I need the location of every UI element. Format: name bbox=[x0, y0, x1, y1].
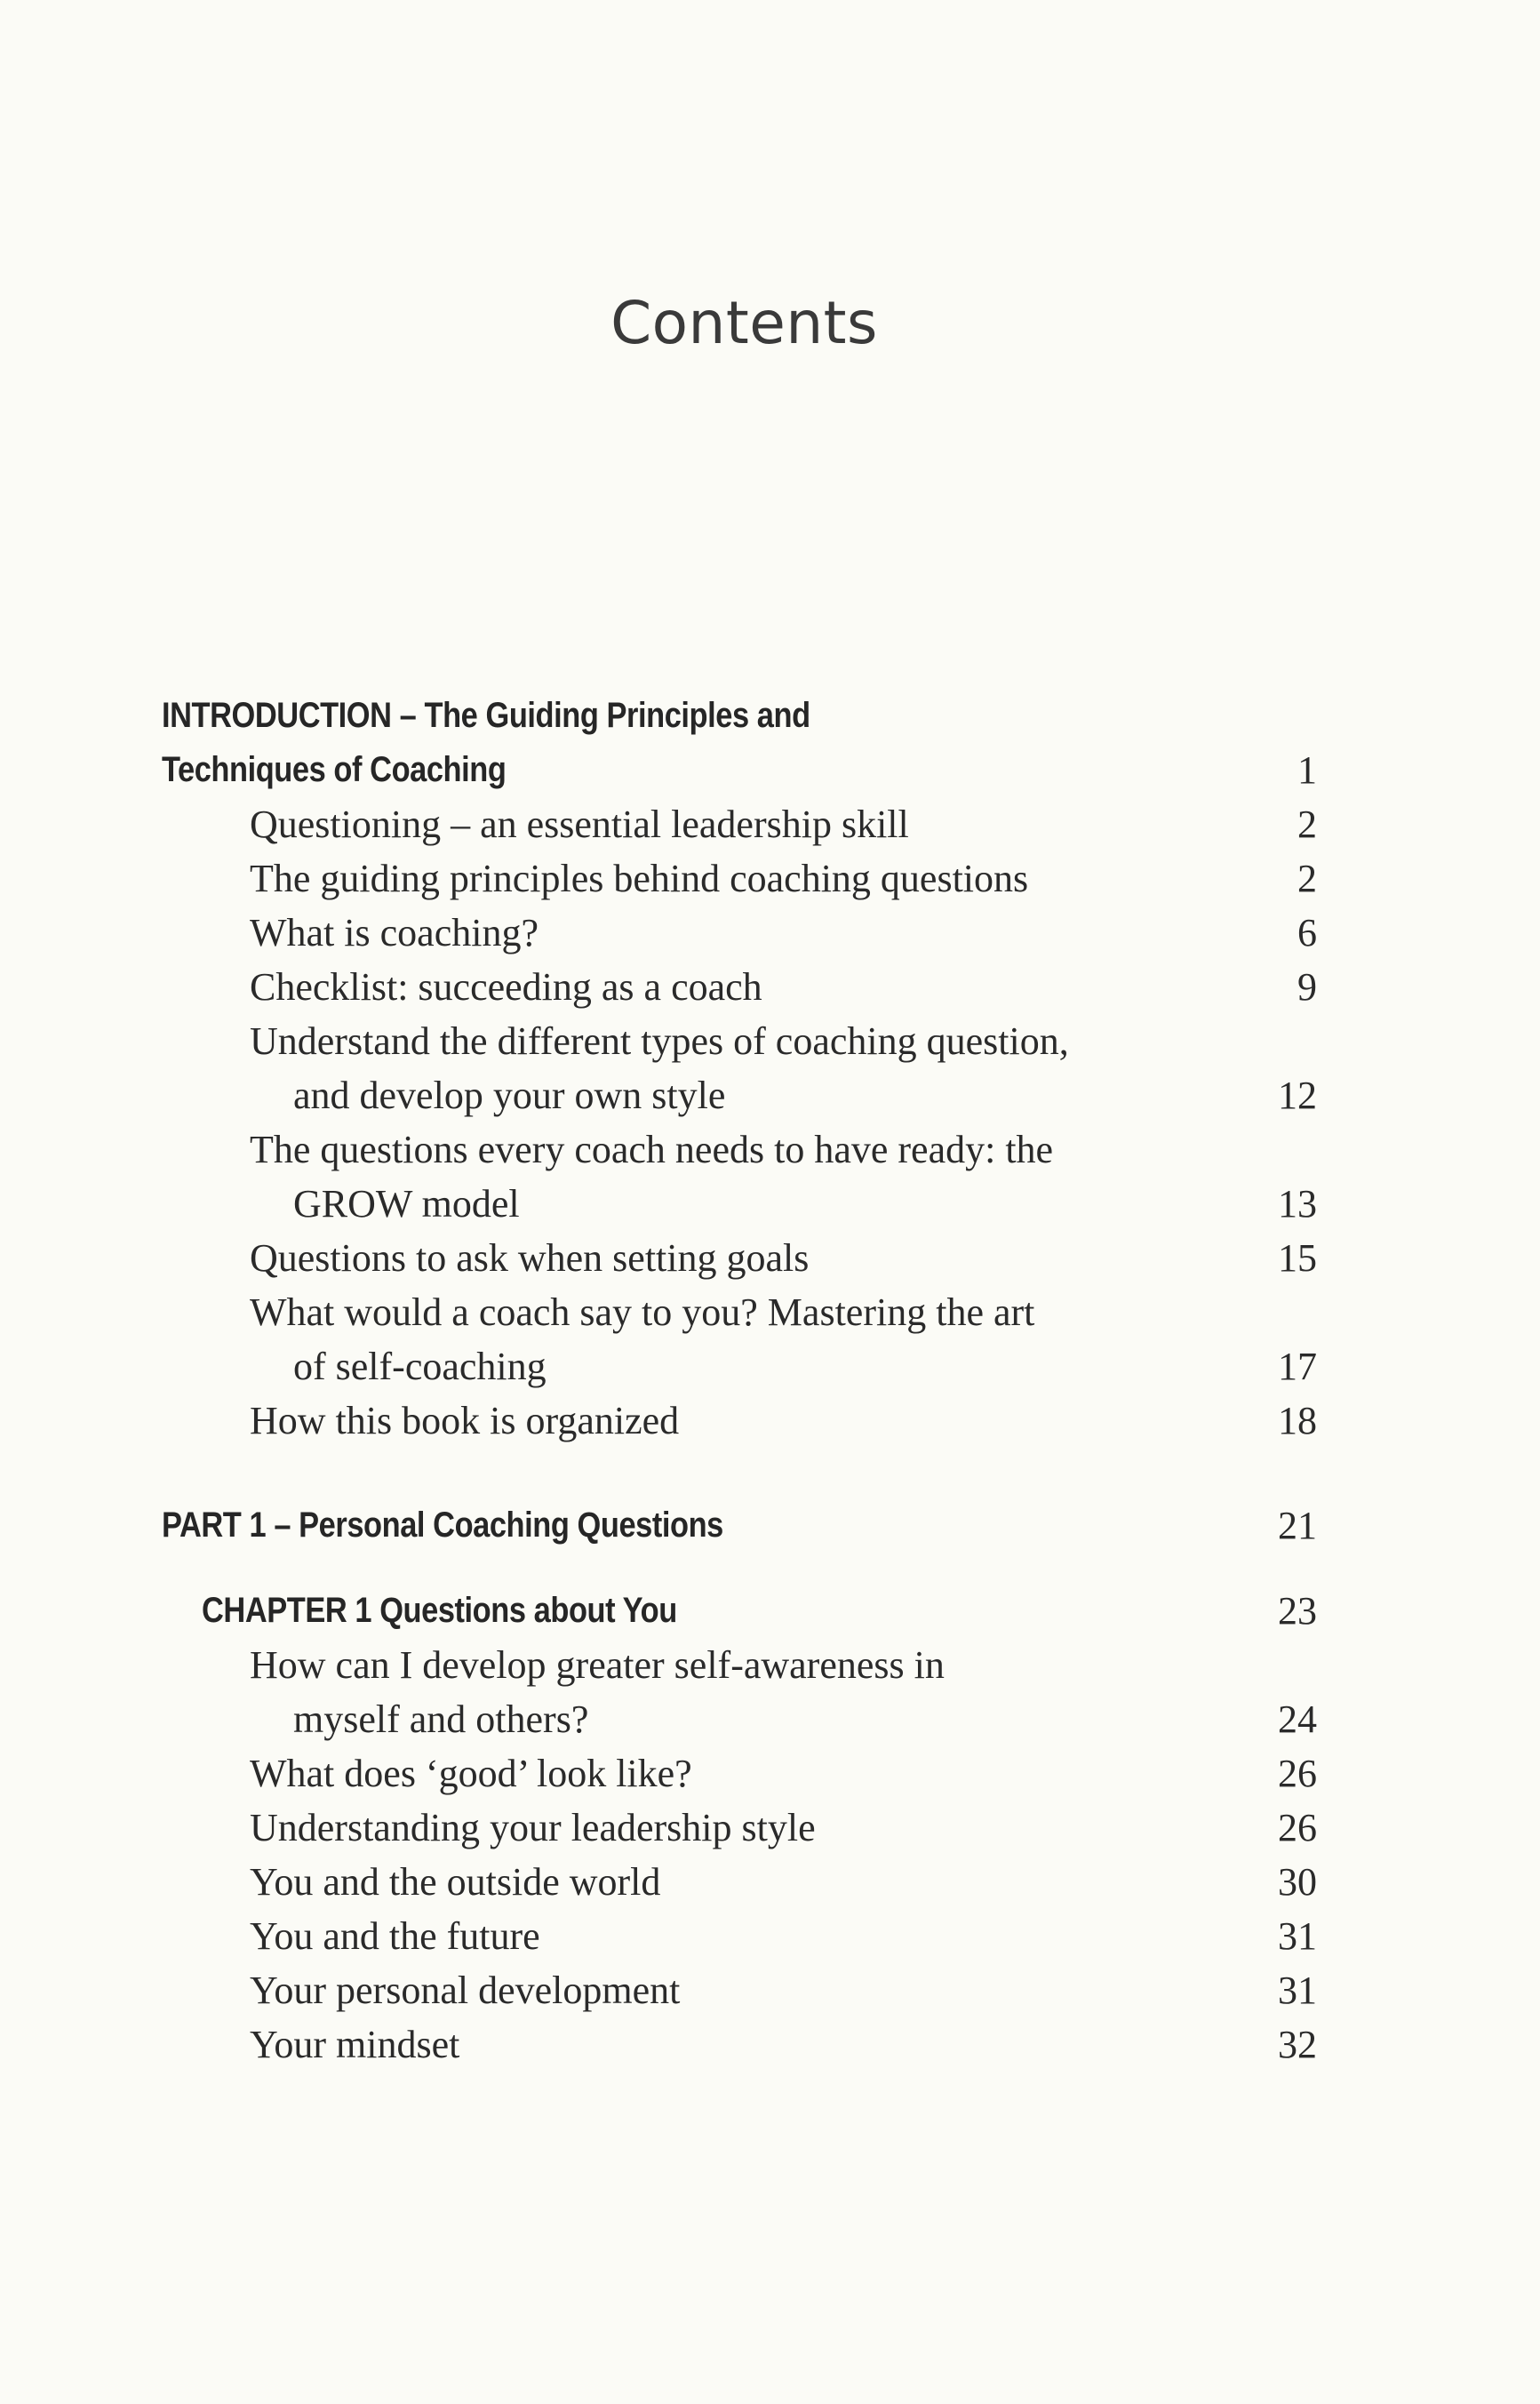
toc-entry[interactable] bbox=[162, 1909, 1317, 1963]
toc-entry-text: and develop your own style bbox=[293, 1074, 726, 1117]
toc-entry-continuation[interactable] bbox=[162, 1339, 1317, 1394]
toc-entry[interactable] bbox=[162, 1963, 1317, 2017]
toc-entry-text: Checklist: succeeding as a coach bbox=[250, 965, 762, 1009]
toc-entry-text: How this book is organized bbox=[250, 1399, 680, 1442]
toc-heading-text: Techniques of Coaching bbox=[162, 750, 507, 789]
toc-entry-text: You and the outside world bbox=[250, 1860, 661, 1904]
toc-entry[interactable] bbox=[162, 1285, 1317, 1339]
toc-heading-text: INTRODUCTION – The Guiding Principles and bbox=[162, 696, 810, 735]
toc-entry[interactable] bbox=[162, 1122, 1317, 1177]
toc-page-number: 2 bbox=[1297, 857, 1317, 900]
toc-page-number: 31 bbox=[1278, 1914, 1317, 1958]
toc-page-number: 2 bbox=[1297, 803, 1317, 846]
toc-heading-chapter-1[interactable] bbox=[162, 1584, 1317, 1638]
toc-page-number: 1 bbox=[1297, 748, 1317, 792]
toc-entry[interactable] bbox=[162, 1394, 1317, 1448]
toc-entry-text: Understanding your leadership style bbox=[250, 1806, 816, 1849]
toc-entry[interactable] bbox=[162, 2017, 1317, 2072]
toc-page-number: 31 bbox=[1278, 1969, 1317, 2012]
toc-entry-text: You and the future bbox=[250, 1914, 540, 1958]
toc-entry[interactable] bbox=[162, 1855, 1317, 1909]
toc-entry[interactable] bbox=[162, 851, 1317, 906]
toc-heading-text: CHAPTER 1 Questions about You bbox=[202, 1591, 677, 1630]
toc-page-number: 15 bbox=[1278, 1236, 1317, 1280]
table-of-contents bbox=[162, 689, 1317, 2072]
toc-entry-continuation[interactable] bbox=[162, 1692, 1317, 1746]
toc-page-number: 24 bbox=[1278, 1697, 1317, 1741]
toc-entry[interactable] bbox=[162, 797, 1317, 851]
page-title: Contents bbox=[610, 289, 878, 357]
toc-page-number: 26 bbox=[1278, 1806, 1317, 1849]
toc-page-number: 21 bbox=[1278, 1504, 1317, 1547]
toc-entry[interactable] bbox=[162, 960, 1317, 1014]
toc-entry[interactable] bbox=[162, 1014, 1317, 1068]
toc-entry[interactable] bbox=[162, 1801, 1317, 1855]
toc-heading-part-1[interactable] bbox=[162, 1498, 1317, 1553]
toc-page-number: 23 bbox=[1278, 1589, 1317, 1633]
toc-entry-text: myself and others? bbox=[293, 1697, 589, 1741]
toc-page-number: 32 bbox=[1278, 2023, 1317, 2066]
toc-entry-text: What would a coach say to you? Mastering the art bbox=[250, 1290, 1035, 1334]
toc-page-number: 26 bbox=[1278, 1752, 1317, 1795]
toc-entry[interactable] bbox=[162, 906, 1317, 960]
toc-entry[interactable] bbox=[162, 1231, 1317, 1285]
toc-entry-text: Your personal development bbox=[250, 1969, 681, 2012]
toc-entry-text: How can I develop greater self-awareness in bbox=[250, 1643, 945, 1687]
toc-entry-text: of self-coaching bbox=[293, 1345, 547, 1388]
toc-page-number: 6 bbox=[1297, 911, 1317, 954]
toc-page-number: 17 bbox=[1278, 1345, 1317, 1388]
toc-entry-text: Understand the different types of coaching question, bbox=[250, 1019, 1069, 1063]
toc-heading-introduction-cont[interactable] bbox=[162, 743, 1317, 797]
toc-page-number: 9 bbox=[1297, 965, 1317, 1009]
toc-entry[interactable] bbox=[162, 1746, 1317, 1801]
toc-page-number: 30 bbox=[1278, 1860, 1317, 1904]
toc-entry-text: GROW model bbox=[293, 1182, 520, 1226]
toc-entry-text: What is coaching? bbox=[250, 911, 539, 954]
toc-entry[interactable] bbox=[162, 1638, 1317, 1692]
toc-entry-text: Questioning – an essential leadership skill bbox=[250, 803, 909, 846]
toc-entry-text: Questions to ask when setting goals bbox=[250, 1236, 810, 1280]
toc-entry-continuation[interactable] bbox=[162, 1068, 1317, 1122]
toc-page-number: 13 bbox=[1278, 1182, 1317, 1226]
toc-heading-introduction[interactable] bbox=[162, 689, 1317, 743]
toc-entry-text: The questions every coach needs to have ready: the bbox=[250, 1128, 1054, 1171]
toc-entry-text: Your mindset bbox=[250, 2023, 460, 2066]
toc-entry-text: The guiding principles behind coaching questions bbox=[250, 857, 1029, 900]
toc-heading-text: PART 1 – Personal Coaching Questions bbox=[162, 1505, 723, 1545]
toc-entry-continuation[interactable] bbox=[162, 1177, 1317, 1231]
toc-page-number: 18 bbox=[1278, 1399, 1317, 1442]
toc-entry-text: What does ‘good’ look like? bbox=[250, 1752, 692, 1795]
toc-page-number: 12 bbox=[1278, 1074, 1317, 1117]
